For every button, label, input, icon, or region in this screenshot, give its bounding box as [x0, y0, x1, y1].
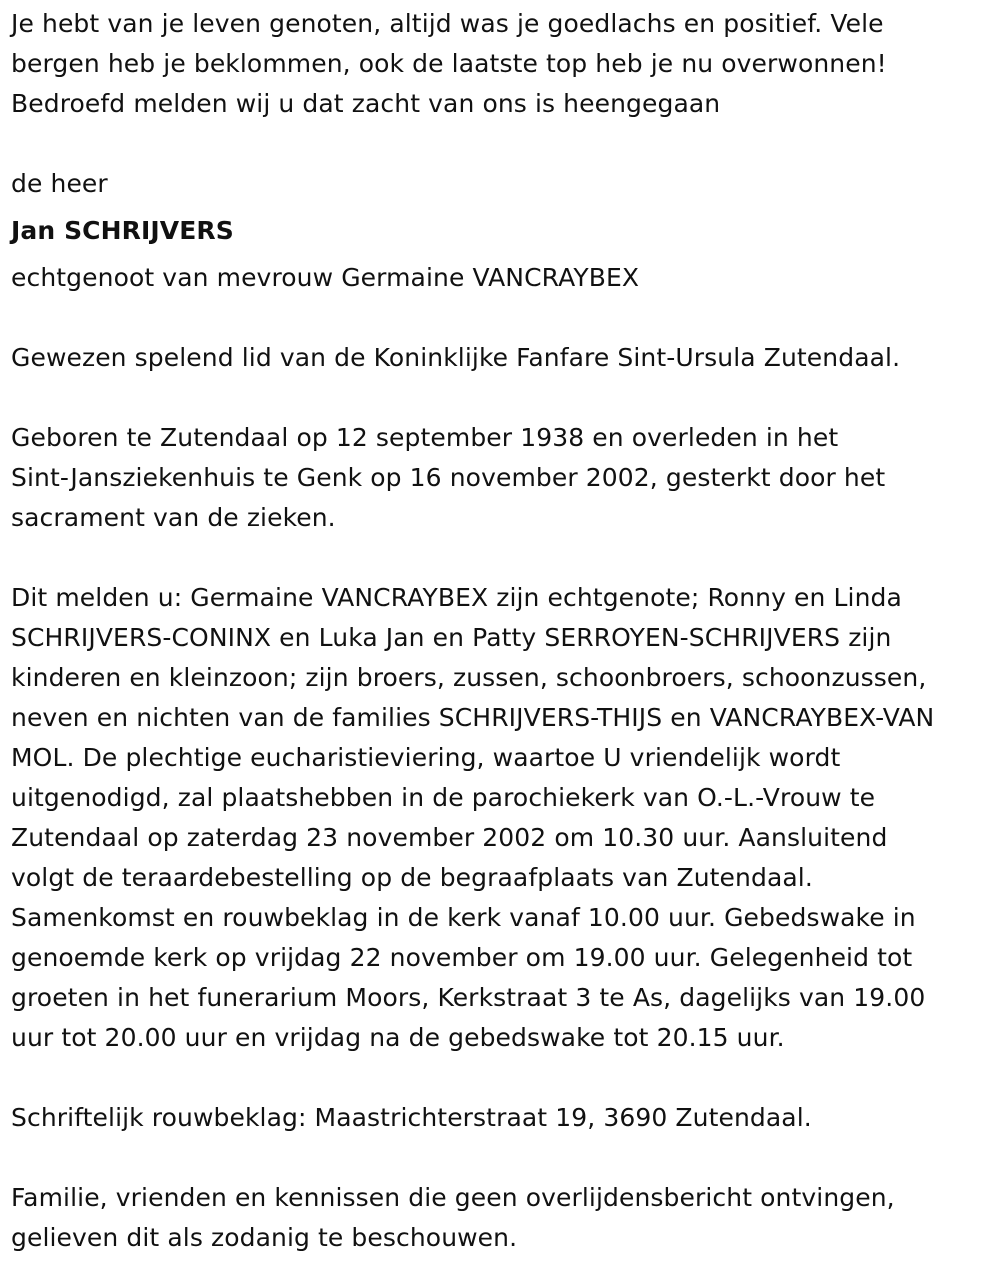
- closing-paragraph: [11, 1178, 991, 1258]
- birth-death-line: Sint-Jansziekenhuis te Genk op 16 november 2002, gesterkt door het: [11, 463, 886, 492]
- birth-death-line: Geboren te Zutendaal op 12 september 1938 en overleden in het: [11, 423, 839, 452]
- salutation: de heer: [11, 169, 108, 198]
- announcement-line: SCHRIJVERS-CONINX en Luka Jan en Patty SERROYEN-SCHRIJVERS zijn: [11, 623, 892, 652]
- paragraph-gap: [11, 298, 991, 338]
- paragraph-gap: [11, 378, 991, 418]
- announcement-paragraph: [11, 578, 991, 1058]
- spouse-line: echtgenoot van mevrouw Germaine VANCRAYBEX: [11, 263, 640, 292]
- paragraph-gap: [11, 1138, 991, 1178]
- announcement-line: neven en nichten van de families SCHRIJVERS-THIJS en VANCRAYBEX-VAN: [11, 703, 935, 732]
- closing-line: gelieven dit als zodanig te beschouwen.: [11, 1223, 518, 1252]
- intro-paragraph: [11, 4, 991, 124]
- intro-line: bergen heb je beklommen, ook de laatste top heb je nu overwonnen!: [11, 49, 887, 78]
- announcement-line: Zutendaal op zaterdag 23 november 2002 om 10.30 uur. Aansluitend: [11, 823, 888, 852]
- announcement-line: uitgenodigd, zal plaatshebben in de parochiekerk van O.-L.-Vrouw te: [11, 783, 876, 812]
- announcement-line: MOL. De plechtige eucharistieviering, waartoe U vriendelijk wordt: [11, 743, 841, 772]
- announcement-line: Samenkomst en rouwbeklag in de kerk vanaf 10.00 uur. Gebedswake in: [11, 903, 916, 932]
- announcement-line: groeten in het funerarium Moors, Kerkstraat 3 te As, dagelijks van 19.00: [11, 983, 926, 1012]
- intro-line: Bedroefd melden wij u dat zacht van ons is heengegaan: [11, 89, 721, 118]
- paragraph-gap: [11, 1058, 991, 1098]
- birth-death-paragraph: [11, 418, 991, 538]
- deceased-name: Jan SCHRIJVERS: [11, 216, 234, 245]
- paragraph-gap: [11, 538, 991, 578]
- birth-death-line: sacrament van de zieken.: [11, 503, 336, 532]
- announcement-line: Dit melden u: Germaine VANCRAYBEX zijn echtgenote; Ronny en Linda: [11, 583, 902, 612]
- obituary-document: [11, 4, 991, 1258]
- paragraph-gap: [11, 124, 991, 164]
- announcement-line: volgt de teraardebestelling op de begraafplaats van Zutendaal.: [11, 863, 813, 892]
- announcement-line: genoemde kerk op vrijdag 22 november om 19.00 uur. Gelegenheid tot: [11, 943, 913, 972]
- condolence-address: Schriftelijk rouwbeklag: Maastrichterstraat 19, 3690 Zutendaal.: [11, 1103, 812, 1132]
- intro-line: Je hebt van je leven genoten, altijd was je goedlachs en positief. Vele: [11, 9, 884, 38]
- closing-line: Familie, vrienden en kennissen die geen overlijdensbericht ontvingen,: [11, 1183, 895, 1212]
- announcement-line: kinderen en kleinzoon; zijn broers, zussen, schoonbroers, schoonzussen,: [11, 663, 927, 692]
- announcement-line: uur tot 20.00 uur en vrijdag na de gebedswake tot 20.15 uur.: [11, 1023, 785, 1052]
- membership-paragraph: Gewezen spelend lid van de Koninklijke Fanfare Sint-Ursula Zutendaal.: [11, 343, 901, 372]
